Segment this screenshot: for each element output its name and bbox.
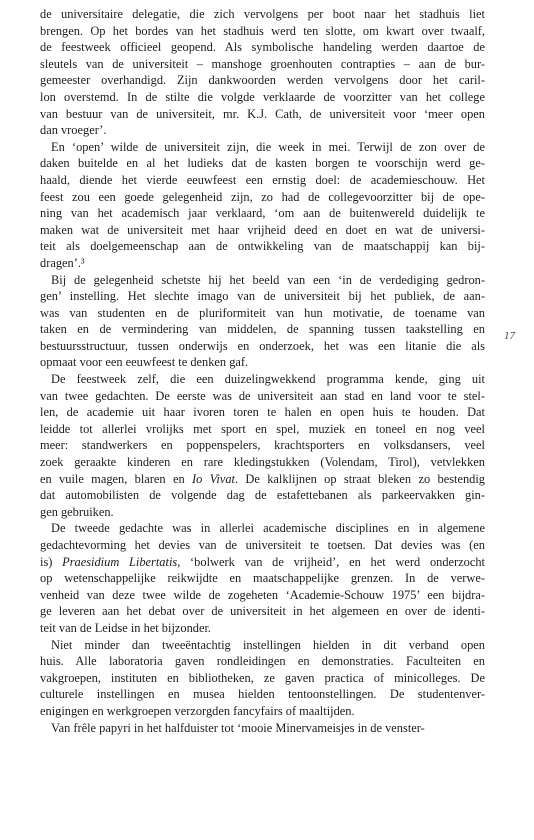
text-line: de universitaire delegatie, die zich vervolgens per boot naar het stadhuis liet — [40, 7, 485, 21]
paragraph — [40, 637, 485, 720]
text-line: gen gebruiken. — [40, 504, 114, 519]
text-line: gedachtevorming het devies van de universiteit te toetsen. Dat devies was (en — [40, 538, 485, 552]
text-line: sleutels van de universiteit – manshoge groenhouten contrapties – aan de bur- — [40, 56, 485, 71]
text-line: van bestuur van de universiteit, mr. K.J. Cath, de universiteit voor ‘meer open — [40, 106, 485, 121]
text-line: enigingen en werkgroepen verzorgden fancyfairs of maaltijden. — [40, 703, 355, 718]
text-line: feest zou een goede gelegenheid zijn, zo had de collegevoorzitter bij de ope- — [40, 189, 485, 204]
text-line: dat automobilisten de volgende dag de estafettebanen als parkeervakken gin- — [40, 488, 485, 503]
text-line: gen’ instelling. Het slechte imago van de universiteit bij het publiek, de aan- — [40, 289, 485, 304]
text-line: De feestweek zelf, die een duizelingwekkend programma kende, ging uit — [51, 372, 485, 387]
text-line: van twee gedachten. De eerste was de universiteit aan stad en land voor te stel- — [40, 388, 485, 403]
text-line: ning van het academisch jaar verklaard, ‘om aan de buitenwereld duidelijk te — [40, 206, 485, 221]
text-line: huis. Alle laboratoria gaven rondleidingen en demonstraties. Faculteiten en — [40, 654, 485, 669]
text-line: was van studenten en de pluriformiteit van hun motivatie, de toename van — [40, 305, 485, 320]
text-line: De tweede gedachte was in allerlei academische disciplines en in algemene — [51, 521, 485, 536]
text-line: dan vroeger’. — [40, 123, 107, 138]
text-line: leidde tot allerlei vrolijks met sport en spel, muziek en toneel en nog veel — [40, 421, 485, 436]
text-line: maken wat de universiteit met haar vrijheid deed en doet en wat de universi- — [40, 222, 485, 237]
text-line: op wetenschappelijke reikwijdte en maatschappelijke grenzen. In de verwe- — [40, 571, 485, 586]
paragraph — [40, 520, 485, 636]
text-line: teit als doelgemeenschap aan de ontwikkeling van de maatschappij kan bij- — [40, 239, 485, 254]
text-line: zoek geraakte kinderen en rare kledingstukken (Volendam, Tirol), vetvlekken — [40, 455, 485, 470]
text-line: en vuile magen, blaren en Io Vivat. De kalklijnen op straat bleken zo bestendig — [40, 471, 485, 486]
text-line: Van frêle papyri in het halfduister tot ‘mooie Minervameisjes in de venster- — [51, 720, 425, 735]
text-line: brengen. Op het bordes van het stadhuis werd ten slotte, om kwart over twaalf, — [40, 23, 485, 38]
page-number: 17 — [504, 330, 515, 342]
text-line: lon overstemd. In de stilte die volgde verklaarde de voorzitter van het college — [40, 89, 485, 104]
text-line: dragen’.³ — [40, 255, 85, 270]
text-line: Niet minder dan tweeëntachtig instellingen hielden in dit verband open — [51, 637, 485, 652]
text-line: len, de academie uit haar ivoren toren te halen en open huis te houden. Dat — [40, 405, 485, 420]
text-line: culturele instellingen en musea hielden tentoonstellingen. De studentenver- — [40, 687, 485, 702]
paragraph — [40, 371, 485, 520]
paragraph — [40, 720, 485, 737]
text-line: is) Praesidium Libertatis, ‘bolwerk van de vrijheid’, en het werd onderzocht — [40, 554, 485, 569]
text-line: teit van de Leidse in het bijzonder. — [40, 620, 212, 635]
text-line: venheid van deze twee wilde de zogeheten ‘Academie-Schouw 1975’ een bijdra- — [40, 587, 485, 602]
text-line: Bij de gelegenheid schetste hij het beeld van een ‘in de verdediging gedron- — [51, 272, 485, 287]
text-line: taken en de vermindering van middelen, de spanning tussen taakstelling en — [40, 322, 485, 337]
paragraph — [40, 6, 485, 139]
paragraph — [40, 139, 485, 272]
body-text — [40, 6, 485, 736]
text-line: bestuursstructuur, tussen onderwijs en onderzoek, het was een litanie die als — [40, 338, 485, 353]
text-line: meer: standwerkers en poppenspelers, krachtsporters en volksdansers, veel — [40, 438, 485, 453]
text-line: opmaat voor een eeuwfeest te denken gaf. — [40, 355, 249, 370]
text-line: En ‘open’ wilde de universiteit zijn, die week in mei. Terwijl de zon over de — [51, 139, 485, 154]
text-line: de feestweek officieel geopend. Als symbolische handeling werden daartoe de — [40, 40, 485, 55]
text-line: gemeester overhandigd. Zijn dankwoorden werden vervolgens door het caril- — [40, 73, 485, 88]
paragraph — [40, 272, 485, 372]
text-line: haald, diende het vierde eeuwfeest een ernstig doel: de academieschouw. Het — [40, 172, 485, 187]
text-line: daken buitelde en al het ludieks dat de kasten borgen te voorschijn werd ge- — [40, 156, 485, 171]
text-line: ge leveren aan het debat over de universiteit in het algemeen en over de identi- — [40, 604, 485, 619]
text-line: vakgroepen, instituten en bibliotheken, ze gaven practica of minicolleges. De — [40, 670, 485, 685]
